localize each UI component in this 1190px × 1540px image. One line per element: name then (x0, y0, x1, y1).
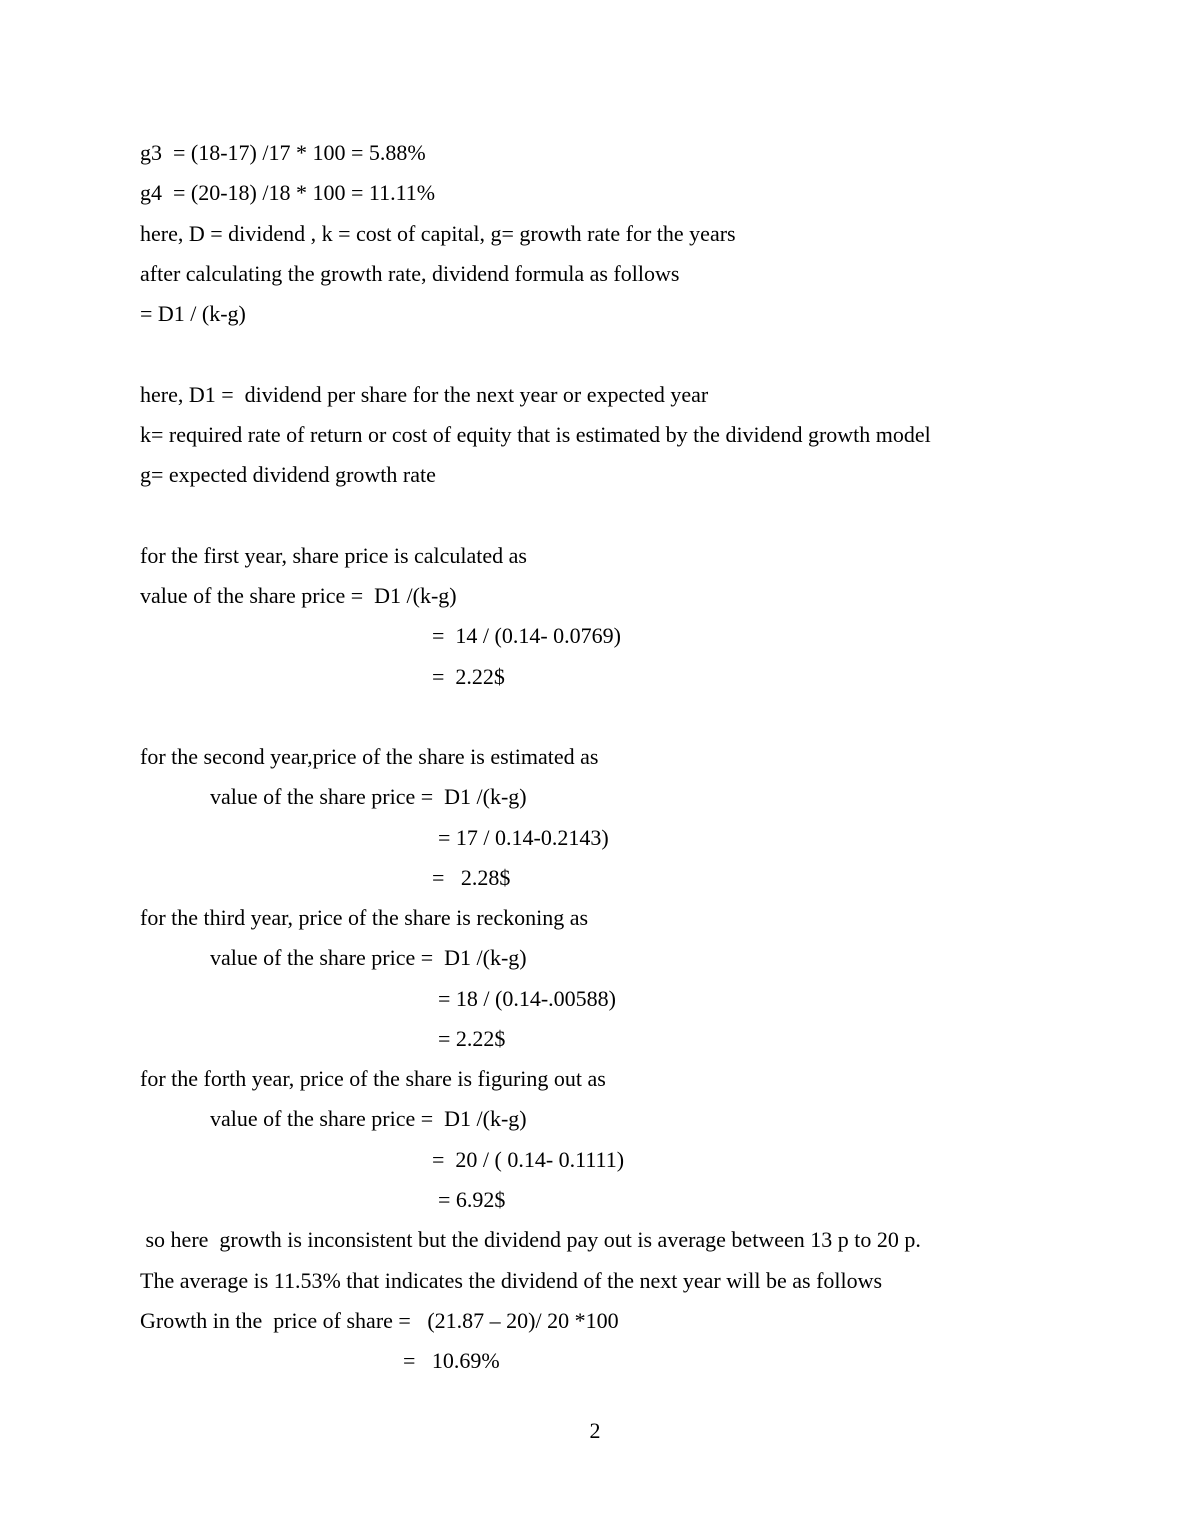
text-line-formula: = D1 / (k-g) (140, 301, 246, 326)
text-line-first-year-heading: for the first year, share price is calculated as (140, 543, 527, 568)
text-line-d1-definition: here, D1 = dividend per share for the next year or expected year (140, 382, 709, 407)
text-line-second-year-result: = 2.28$ (432, 865, 511, 890)
text-line-g3: g3 = (18-17) /17 * 100 = 5.88% (140, 140, 426, 165)
text-line-third-year-formula: value of the share price = D1 /(k-g) (210, 945, 527, 970)
text-line-k-definition: k= required rate of return or cost of equity that is estimated by the dividend growth model (140, 422, 931, 447)
text-line-growth-formula: Growth in the price of share = (21.87 – 20)/ 20 *100 (140, 1308, 619, 1333)
text-line-formula-intro: after calculating the growth rate, dividend formula as follows (140, 261, 680, 286)
text-line-g-definition: g= expected dividend growth rate (140, 462, 436, 487)
text-line-second-year-heading: for the second year,price of the share is estimated as (140, 744, 599, 769)
text-line-third-year-substitution: = 18 / (0.14-.00588) (438, 986, 616, 1011)
text-line-third-year-heading: for the third year, price of the share is reckoning as (140, 905, 589, 930)
text-line-conclusion: so here growth is inconsistent but the dividend pay out is average between 13 p to 20 p. (140, 1227, 921, 1252)
text-line-fourth-year-result: = 6.92$ (438, 1187, 506, 1212)
text-line-fourth-year-formula: value of the share price = D1 /(k-g) (210, 1106, 527, 1131)
text-line-g4: g4 = (20-18) /18 * 100 = 11.11% (140, 180, 436, 205)
text-line-fourth-year-heading: for the forth year, price of the share is figuring out as (140, 1066, 606, 1091)
text-line-fourth-year-substitution: = 20 / ( 0.14- 0.1111) (432, 1147, 625, 1172)
text-line-third-year-result: = 2.22$ (438, 1026, 506, 1051)
text-line-first-year-result: = 2.22$ (432, 664, 505, 689)
text-line-first-year-substitution: = 14 / (0.14- 0.0769) (432, 623, 621, 648)
text-line-definitions: here, D = dividend , k = cost of capital, g= growth rate for the years (140, 221, 736, 246)
text-line-average: The average is 11.53% that indicates the dividend of the next year will be as follows (140, 1268, 883, 1293)
text-line-second-year-formula: value of the share price = D1 /(k-g) (210, 784, 527, 809)
page-number: 2 (589, 1418, 601, 1443)
text-line-first-year-formula: value of the share price = D1 /(k-g) (140, 583, 457, 608)
text-line-growth-result: = 10.69% (403, 1348, 500, 1373)
text-line-second-year-substitution: = 17 / 0.14-0.2143) (438, 825, 609, 850)
